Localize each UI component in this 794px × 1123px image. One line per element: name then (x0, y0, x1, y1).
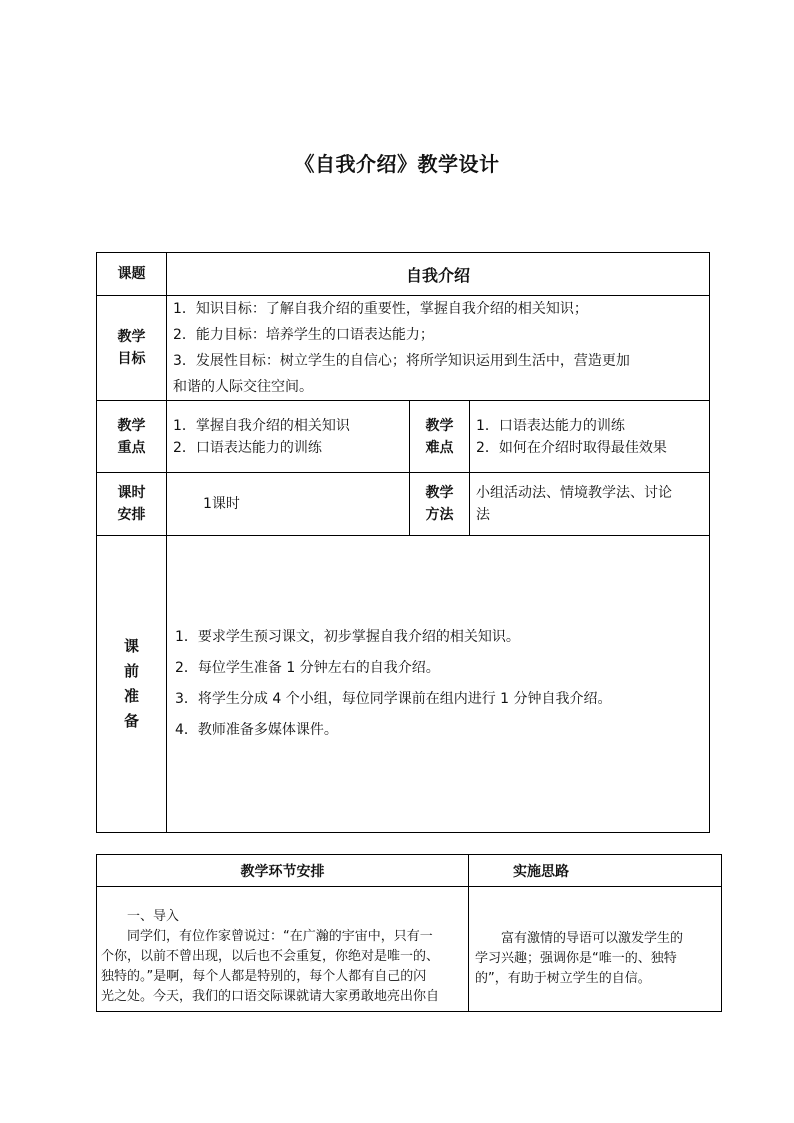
preparation-label: 课 前 准 备 (97, 536, 167, 833)
key-points-content (167, 401, 410, 473)
schedule-value: 1课时 (167, 473, 410, 536)
difficulty-line: 1．口语表达能力的训练 (476, 417, 625, 434)
schedule-label: 课时 安排 (97, 473, 167, 536)
difficulty-line: 2．如何在介绍时取得最佳效果 (476, 439, 667, 456)
process-header-right: 实施思路 (469, 855, 722, 887)
key-points-label: 教学 重点 (97, 401, 167, 473)
method-label: 教学 方法 (410, 473, 470, 536)
prep-item: 4．教师准备多媒体课件。 (175, 722, 338, 738)
method-value: 小组活动法、情境教学法、讨论 法 (470, 473, 710, 536)
difficulties-content (470, 401, 710, 473)
objective-line: 2．能力目标：培养学生的口语表达能力； (173, 327, 434, 343)
process-left-cell (97, 887, 469, 1012)
rationale-line: 学习兴趣；强调你是“唯一的、独特 (475, 951, 677, 966)
objectives-content (167, 296, 710, 401)
paragraph-line: 独特的。”是啊，每个人都是特别的，每个人都有自己的闪 (101, 969, 427, 984)
objectives-label: 教学 目标 (97, 296, 167, 401)
lesson-info-table (96, 252, 710, 833)
difficulties-label: 教学 难点 (410, 401, 470, 473)
key-point-line: 1．掌握自我介绍的相关知识 (173, 417, 350, 434)
rationale-line: 的”，有助于树立学生的自信。 (475, 971, 651, 986)
objective-line: 1．知识目标：了解自我介绍的重要性，掌握自我介绍的相关知识； (173, 301, 588, 317)
topic-value: 自我介绍 (167, 253, 710, 296)
key-point-line: 2．口语表达能力的训练 (173, 439, 322, 456)
section-heading: 一、导入 (127, 909, 180, 924)
prep-item: 2．每位学生准备 1 分钟左右的自我介绍。 (175, 660, 440, 676)
topic-label: 课题 (97, 253, 167, 296)
prep-item: 3．将学生分成 4 个小组，每位同学课前在组内进行 1 分钟自我介绍。 (175, 691, 612, 707)
rationale-line: 富有激情的导语可以激发学生的 (501, 931, 684, 946)
prep-item: 1．要求学生预习课文，初步掌握自我介绍的相关知识。 (175, 629, 520, 645)
teaching-process-table (96, 854, 722, 1012)
preparation-content (167, 536, 710, 833)
document-title: 《自我介绍》教学设计 (294, 152, 500, 176)
objective-line: 3．发展性目标：树立学生的自信心；将所学知识运用到生活中，营造更加 (173, 353, 630, 369)
objective-line: 和谐的人际交往空间。 (173, 379, 313, 395)
paragraph-line: 个你，以前不曾出现，以后也不会重复，你绝对是唯一的、 (101, 949, 440, 964)
paragraph-line: 同学们，有位作家曾说过：“在广瀚的宇宙中，只有一 (127, 929, 433, 944)
process-header-left: 教学环节安排 (97, 855, 469, 887)
paragraph-line: 光之处。今天，我们的口语交际课就请大家勇敢地亮出你自 (101, 989, 440, 1004)
process-right-cell (469, 887, 722, 1012)
